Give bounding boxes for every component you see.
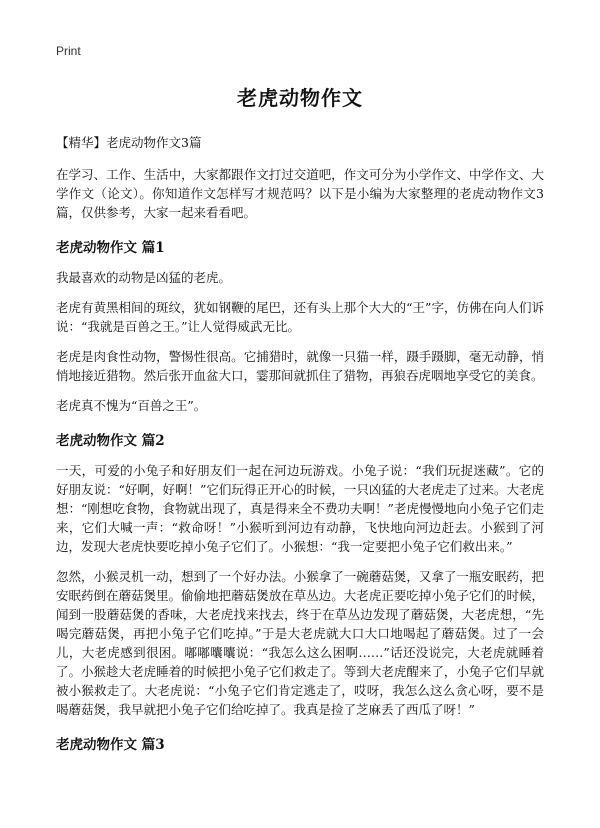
section1-paragraph: 老虎真不愧为“百兽之王”。	[56, 398, 207, 413]
section1-paragraph: 我最喜欢的动物是凶猛的老虎。	[56, 270, 232, 285]
section2-paragraph: 忽然，小猴灵机一动，想到了一个好办法。小猴拿了一碗蘑菇煲，又拿了一瓶安眠药，把安眠药倒在蘑菇煲里。偷偷地把蘑菇煲放在草丛边。大老虎正要吃掉小兔子它们的时候，闻到一股蘑菇煲的香味，大老虎找来找去，终于在草丛边发现了蘑菇煲，大老虎想，“先喝完蘑菇煲，再把小兔子它们吃掉。”于是大老虎就大口大口地喝起了蘑菇煲。过了一会儿，大老虎感到很困。嘟嘟囔囔说：“我怎么这么困啊……”话还没说完，大老虎就睡着了。小猴趁大老虎睡着的时候把小兔子它们救走了。等到大老虎醒来了，小兔子它们早就被小猴救走了。大老虎说：“小兔子它们肯定逃走了，哎呀，我怎么这么贪心呀，要不是喝蘑菇煲，我早就把小兔子它们给吃掉了。我真是捡了芝麻丢了西瓜了呀！”	[56, 569, 544, 717]
section1-paragraph: 老虎有黄黑相间的斑纹，犹如钢鞭的尾巴，还有头上那个大大的“王”字，仿佛在向人们诉说：“我就是百兽之王。”让人觉得威武无比。	[56, 300, 544, 334]
lead-paragraph: 在学习、工作、生活中，大家都跟作文打过交道吧，作文可分为小学作文、中学作文、大学作文（论文）。你知道作文怎样写才规范吗？以下是小编为大家整理的老虎动物作文3篇，仅供参考，大家一起来看看吧。	[56, 167, 544, 220]
section1-paragraph: 老虎是肉食性动物，警惕性很高。它捕猎时，就像一只猫一样，蹑手蹑脚，毫无动静，悄悄地接近猎物。然后张开血盆大口，霎那间就抓住了猎物，再狼吞虎咽地享受它的美食。	[56, 349, 544, 383]
print-label[interactable]: Print	[56, 44, 81, 58]
section2-paragraph: 一天，可爱的小兔子和好朋友们一起在河边玩游戏。小兔子说：“我们玩捉迷藏”。它的 好朋友说：“好啊，好啊！”它们玩得正开心的时候，一只凶猛的大老虎走了过来。大老虎想：“刚想吃食物，食物就出现了，真是得来全不费功夫啊！”老虎慢慢地向小兔子它们走来，它们大喊一声：“救命呀！”小猴听到河边有动静，飞快地向河边赶去。小猴到了河边，发现大老虎快要吃掉小兔子它们了。小猴想：“我一定要把小兔子它们救出来。”	[56, 463, 544, 554]
page-title: 老虎动物作文	[237, 86, 363, 110]
section-heading-3: 老虎动物作文 篇3	[56, 737, 165, 753]
intro-line: 【精华】老虎动物作文3篇	[56, 135, 202, 150]
section-heading-2: 老虎动物作文 篇2	[56, 433, 165, 449]
section-heading-1: 老虎动物作文 篇1	[56, 240, 165, 256]
